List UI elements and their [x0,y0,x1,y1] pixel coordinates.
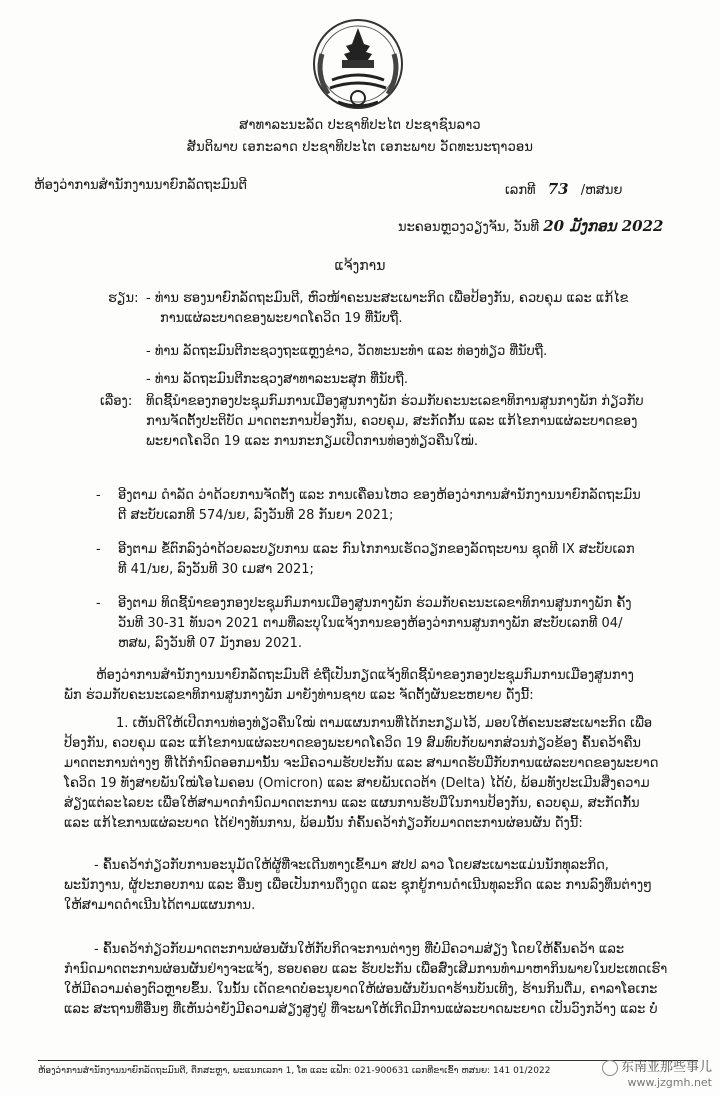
sub-point-b-line-4: ແລະ ສະຖານທີ່ອື່ນໆ ທີ່ເຫັນວ່າຍັງມີຄວາມສ່ຽງສູງຢູ່ ທີ່ຈະພາໃຫ້ເກີດມີການແຜ່ລະບາດພະຍາດ ເປັນວົງກວ້າງ ແລະ ບໍ່ [64,1002,658,1017]
reference-1 [118,486,641,526]
number-suffix: /ຫສນຍ [580,183,623,198]
watermark [602,1056,712,1089]
reference-1-line-2: ຕີ ສະບັບເລກທີ 574/ນຍ, ລົງວັນທີ 28 ກັນຍາ 2021; [118,508,394,523]
intro-paragraph [64,666,634,706]
sub-point-b [64,940,667,1020]
recipient-3-line: - ທ່ານ ລັດຖະມົນຕີກະຊວງສາທາລະນະສຸກ ທີ່ນັບຖື. [146,372,408,387]
document-number [505,180,622,198]
recipient-2 [146,342,547,362]
reference-2 [118,540,635,580]
subject-text [146,392,644,452]
recipients-label: ຮຽນ: [108,291,139,306]
place-date-label: ນະຄອນຫຼວງວຽງຈັນ, ວັນທີ [398,220,540,235]
watermark-url: www.jzgmh.net [627,1075,712,1089]
reference-2-line-2: ທີ 41/ນຍ, ລົງວັນທີ 30 ເມສາ 2021; [118,562,314,577]
subject-line-2: ການຈັດຕັ້ງປະຕິບັດ ມາດຕະການປ້ອງກັນ, ຄວບຄຸມ, ສະກັດກັ້ນ ແລະ ແກ້ໄຂການແຜ່ລະບາດຂອງ [146,414,638,429]
point-1-line-1: 1. ເຫັນດີໃຫ້ເປີດການທ່ອງທ່ຽວຄືນໃໝ່ ຕາມແຜນການທີ່ໄດ້ກະກຽມໄວ້, ມອບໃຫ້ຄະນະສະເພາະກິດ ເພື່ອ [116,716,653,731]
intro-line-2: ພັກ ຮ່ວມກັບຄະນະເລຂາທິການສູນກາງພັກ ມາຍັງທ່ານຊາບ ແລະ ຈັດຕັ້ງຜັນຂະຫຍາຍ ດັ່ງນີ້: [64,688,534,703]
point-1-line-2: ປ້ອງກັນ, ຄວບຄຸມ ແລະ ແກ້ໄຂການແຜ່ລະບາດຂອງພະຍາດໂຄວິດ 19 ສົມທົບກັບພາກສ່ວນກ່ຽວຂ້ອງ ຄົ້ນຄວ້າຄືນ [64,736,641,751]
point-1-line-4: ໂຄວິດ 19 ທັງສາຍພັນໃໝ່ໂອໄມຄອນ (Omicron) ແລະ ສາຍພັນເດວຕ້າ (Delta) ໄດ້ບໍ່, ພ້ອມທັງປະເມີນສິ່ງຄວາມ [64,776,650,791]
point-1-line-3: ມາດຕະການຕ່າງໆ ທີ່ໄດ້ກໍານົດອອກມານັ້ນ ຈະມີຄວາມຮັບປະກັນ ແລະ ສາມາດຮັບມືກັບການແຜ່ລະບາດຂອງພະຍາດ [64,756,659,771]
sub-point-b-line-1: - ຄົ້ນຄວ້າກ່ຽວກັບມາດຕະການຜ່ອນຜັນໃຫ້ກັບກິດຈະການຕ່າງໆ ທີ່ບໍ່ມີຄວາມສ່ຽງ ໂດຍໃຫ້ຄົ້ນຄວ້າ ແລະ [94,942,625,957]
reference-3-line-1: ອີງຕາມ ທິດຊີ້ນໍາຂອງກອງປະຊຸມກົມການເມືອງສູນກາງພັກ ຮ່ວມກັບຄະນະເລຂາທິການສູນກາງພັກ ຄັ້ງ [118,596,632,611]
date-handwritten: 20 ມັງກອນ 2022 [543,217,664,235]
wechat-icon [602,1060,618,1076]
reference-bullet: - [96,596,101,611]
lao-national-emblem-icon [302,14,414,112]
recipient-2-line: - ທ່ານ ລັດຖະມົນຕີກະຊວງຖະແຫຼງຂ່າວ, ວັດທະນະທໍາ ແລະ ທ່ອງທ່ຽວ ທີ່ນັບຖື. [146,344,548,359]
republic-line: ສາທາລະນະລັດ ປະຊາທິປະໄຕ ປະຊາຊົນລາວ [239,118,481,133]
sub-point-b-line-3: ໃຫ້ມີຄວາມຄ່ອງຕົວຫຼາຍຂຶ້ນ. ໃນນັ້ນ ເດັດຂາດບໍ່ອະນຸຍາດໃຫ້ຜ່ອນຜັນບັນດາຮ້ານບັນເທີງ, ຮ້ານກິນດື່ມ, ຄາລາໂອເກະ [64,982,658,997]
reference-bullet: - [96,488,101,503]
footer-divider [38,1060,698,1061]
number-value: 73 [547,180,569,198]
recipient-3 [146,370,408,390]
sub-point-a-line-3: ໃຫ້ສາມາດດໍາເນີນໄດ້ຕາມແຜນການ. [64,898,256,913]
reference-3-line-2: ວັນທີ 30-31 ທັນວາ 2021 ຕາມທີ່ລະບຸໃນແຈ້ງການຂອງຫ້ອງວ່າການສູນກາງພັກ ສະບັບເລກທີ 04/ [118,616,623,631]
reference-3-line-3: ຫສພ, ລົງວັນທີ 07 ມັງກອນ 2021. [118,636,303,651]
subject-label: ເລື່ອງ: [100,394,133,409]
footer-address: ຫ້ອງວ່າການສໍານັກງານນາຍົກລັດຖະມົນຕີ, ຕຶກສະຫຼາ, ພະແນກເລກາ 1, ໂທ ແລະ ແຟັກ: 021-900631 ເລກທີຂາເຂົ້າ ຫສນຍ: 141 01/2022 [38,1066,551,1076]
subject-line-1: ທິດຊີ້ນໍາຂອງກອງປະຊຸມກົມການເມືອງສູນກາງພັກ ຮ່ວມກັບຄະນະເລຂາທິການສູນກາງພັກ ກ່ຽວກັບ [146,394,644,409]
sub-point-b-line-2: ກໍານົດມາດຕະການຜ່ອນຜັນຢ່າງຈະແຈ້ງ, ຮອບຄອບ ແລະ ຮັບປະກັນ ເພື່ອສົ່ງເສີມການທໍາມາຫາກິນພາຍໃນປະເທດເຮົາ [64,962,668,977]
subject-line-3: ພະຍາດໂຄວິດ 19 ແລະ ການກະກຽມເປີດການທ່ອງທ່ຽວຄືນໃໝ່. [146,434,478,449]
document-title: ແຈ້ງການ [334,258,386,274]
watermark-title: 东南亚那些事儿 [620,1060,712,1075]
sub-point-a-line-2: ພະນັກງານ, ຜູ້ປະກອບການ ແລະ ອື່ນໆ ເພື່ອເປັນການດຶງດູດ ແລະ ຊຸກຍູ້ການດໍາເນີນທຸລະກິດ ແລະ ການລົງທຶນຕ່າງໆ [64,878,652,893]
reference-bullet: - [96,542,101,557]
sub-point-a-line-1: - ຄົ້ນຄວ້າກ່ຽວກັບການອະນຸມັດໃຫ້ຜູ້ທີ່ຈະເດີນທາງເຂົ້າມາ ສປປ ລາວ ໂດຍສະເພາະແມ່ນນັກທຸລະກິດ, [94,858,609,873]
place-date [398,217,663,235]
point-1-line-5: ສ່ຽງແຕ່ລະໄລຍະ ເພື່ອໃຫ້ສາມາດກໍານົດມາດຕະການ ແລະ ແຜນການຮັບມືໃນການປ້ອງກັນ, ຄວບຄຸມ, ສະກັດກັ້ນ [64,796,640,811]
reference-2-line-1: ອີງຕາມ ຂໍ້ຕົກລົງວ່າດ້ວຍລະບຽບການ ແລະ ກົນໄກການເຮັດວຽກຂອງລັດຖະບານ ຊຸດທີ IX ສະບັບເລກ [118,542,635,557]
number-label: ເລກທີ [505,183,536,198]
motto-line: ສັນຕິພາບ ເອກະລາດ ປະຊາທິປະໄຕ ເອກະພາບ ວັດທະນະຖາວອນ [186,140,534,155]
recipient-1-line-1: - ທ່ານ ຮອງນາຍົກລັດຖະມົນຕີ, ຫົວໜ້າຄະນະສະເພາະກິດ ເພື່ອປ້ອງກັນ, ຄວບຄຸມ ແລະ ແກ້ໄຂ [146,291,629,306]
sub-point-a [64,856,652,916]
recipient-1-line-2: ການແຜ່ລະບາດຂອງພະຍາດໂຄວິດ 19 ທີ່ນັບຖື. [160,311,403,326]
issuing-office: ຫ້ອງວ່າການສໍານັກງານນາຍົກລັດຖະມົນຕີ [34,178,247,193]
intro-line-1: ຫ້ອງວ່າການສໍານັກງານນາຍົກລັດຖະມົນຕີ ຂໍຖືເປັນກຽດແຈ້ງທິດຊີ້ນໍາຂອງກອງປະຊຸມກົມການເມືອງສູນກາງ [96,668,634,683]
reference-3 [118,594,632,654]
point-1-line-6: ແລະ ແກ້ໄຂການແຜ່ລະບາດ ໄດ້ຢ່າງທັນການ, ພ້ອມນັ້ນ ກໍ່ຄົ້ນຄວ້າກ່ຽວກັບມາດຕະການຜ່ອນຜັນ ດັ່ງນີ້: [64,816,583,831]
point-1-paragraph [64,714,658,834]
reference-1-line-1: ອີງຕາມ ດໍາລັດ ວ່າດ້ວຍການຈັດຕັ້ງ ແລະ ການເຄື່ອນໄຫວ ຂອງຫ້ອງວ່າການສໍານັກງານນາຍົກລັດຖະມົນ [118,488,641,503]
recipient-1 [146,289,628,329]
